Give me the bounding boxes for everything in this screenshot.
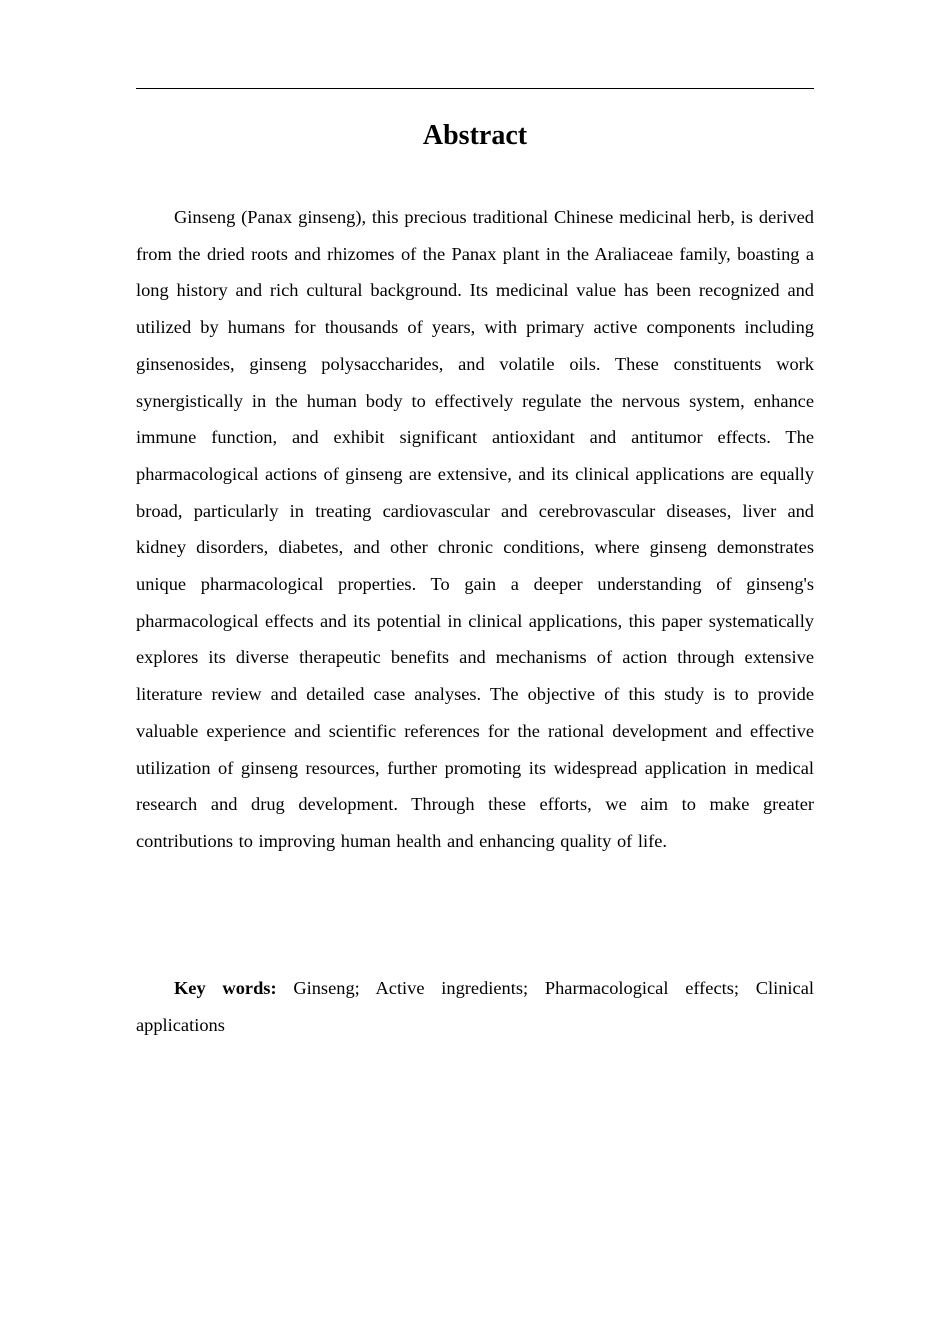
abstract-title: Abstract — [422, 120, 528, 151]
keywords-paragraph — [136, 970, 814, 1043]
keywords-label: Key words: — [174, 978, 277, 998]
keywords-text: Ginseng; Active ingredients; Pharmacological effects; Clinical applications — [136, 978, 814, 1035]
header-rule — [136, 88, 814, 89]
abstract-paragraph: Ginseng (Panax ginseng), this precious traditional Chinese medicinal herb, is derived from the dried roots and rhizomes of the Panax plant in the Araliaceae family, boasting a long history and rich cultural background. Its medicinal value has been recognized and utilized by humans for thousands of years, with primary active components including ginsenosides, ginseng polysaccharides, and volatile oils. These constituents work synergistically in the human body to effectively regulate the nervous system, enhance immune function, and exhibit significant antioxidant and antitumor effects. The pharmacological actions of ginseng are extensive, and its clinical applications are equally broad, particularly in treating cardiovascular and cerebrovascular diseases, liver and kidney disorders, diabetes, and other chronic conditions, where ginseng demonstrates unique pharmacological properties. To gain a deeper understanding of ginseng's pharmacological effects and its potential in clinical applications, this paper systematically explores its diverse therapeutic benefits and mechanisms of action through extensive literature review and detailed case analyses. The objective of this study is to provide valuable experience and scientific references for the rational development and effective utilization of ginseng resources, further promoting its widespread application in medical research and drug development. Through these efforts, we aim to make greater contributions to improving human health and enhancing quality of life. — [136, 207, 814, 851]
